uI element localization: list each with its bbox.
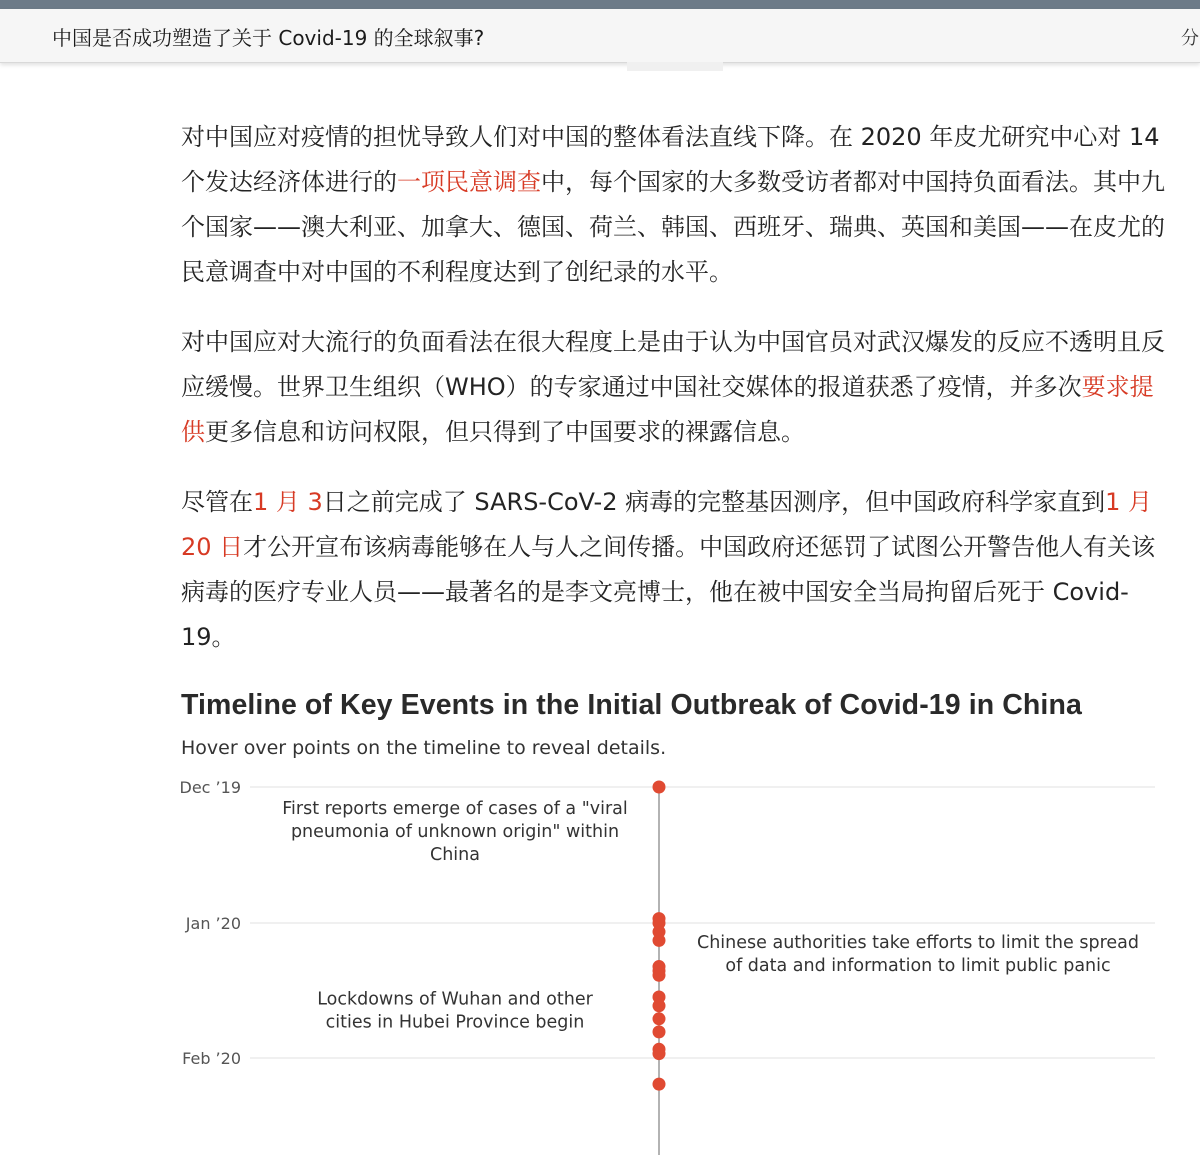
paragraph-text: 才公开宣布该病毒能够在人与人之间传播。中国政府还惩罚了试图公开警告他人有关该病毒的医疗专业人员——最著名的是李文亮博士，他在被中国安全当局拘留后死于 Covid-19。 — [181, 533, 1156, 651]
timeline-event-point[interactable] — [653, 1047, 666, 1060]
chart-title: Timeline of Key Events in the Initial Outbreak of Covid-19 in China — [181, 689, 1082, 721]
annotation-line: pneumonia of unknown origin" within — [290, 821, 620, 842]
annotation-line: China — [430, 844, 480, 865]
timeline-event-point[interactable] — [653, 969, 666, 982]
paragraph-text: 对中国应对大流行的负面看法在很大程度上是由于认为中国官员对武汉爆发的反应不透明且反应缓慢。世界卫生组织（WHO）的专家通过中国社交媒体的报道获悉了疫情，并多次 — [181, 328, 1165, 401]
timeline-annotation — [282, 799, 628, 865]
paragraph-text: 日之前完成了 SARS-CoV-2 病毒的完整基因测序，但中国政府科学家直到 — [322, 488, 1106, 516]
paragraph-text: 尽管在 — [181, 488, 253, 516]
paragraph-text: 更多信息和访问权限，但只得到了中国要求的裸露信息。 — [205, 418, 805, 446]
poll-link[interactable]: 一项民意调查 — [397, 168, 541, 196]
timeline-event-point[interactable] — [653, 1012, 666, 1025]
page-title: 中国是否成功塑造了关于 Covid-19 的全球叙事? — [52, 26, 485, 50]
request-link[interactable]: 要求提供 — [181, 373, 1154, 446]
axis-tick-label: Jan ’20 — [185, 914, 241, 933]
paragraph-text: 对中国应对疫情的担忧导致人们对中国的整体看法直线下降。在 2020 年皮尤研究中心对 14 个发达经济体进行的 — [181, 123, 1160, 196]
timeline-event-point[interactable] — [653, 934, 666, 947]
annotation-line: Lockdowns of Wuhan and other — [317, 989, 593, 1010]
timeline-event-point[interactable] — [653, 1078, 666, 1091]
paragraph-text: 中，每个国家的大多数受访者都对中国持负面看法。其中九个国家——澳大利亚、加拿大、德国、荷兰、韩国、西班牙、瑞典、英国和美国——在皮尤的民意调查中对中国的不利程度达到了创纪录的水平。 — [181, 168, 1165, 286]
share-button[interactable]: 分 — [1181, 28, 1199, 49]
axis-tick-label: Dec ’19 — [179, 778, 241, 797]
timeline-event-point[interactable] — [653, 999, 666, 1012]
timeline-event-point[interactable] — [653, 781, 666, 794]
jan-3-link[interactable]: 1 月 3 — [253, 488, 323, 516]
annotation-line: First reports emerge of cases of a "viral — [282, 798, 628, 819]
axis-tick-label: Feb ’20 — [182, 1049, 241, 1068]
chart-subtitle: Hover over points on the timeline to reveal details. — [181, 737, 667, 759]
annotation-line: of data and information to limit public panic — [725, 955, 1111, 976]
annotation-line: Chinese authorities take efforts to limit the spread — [697, 932, 1139, 953]
timeline-annotation — [697, 933, 1139, 976]
timeline-annotation — [317, 990, 593, 1033]
timeline-event-point[interactable] — [653, 1025, 666, 1038]
jan-20-link[interactable]: 1 月 20 日 — [181, 488, 1153, 561]
annotation-line: cities in Hubei Province begin — [325, 1012, 585, 1033]
